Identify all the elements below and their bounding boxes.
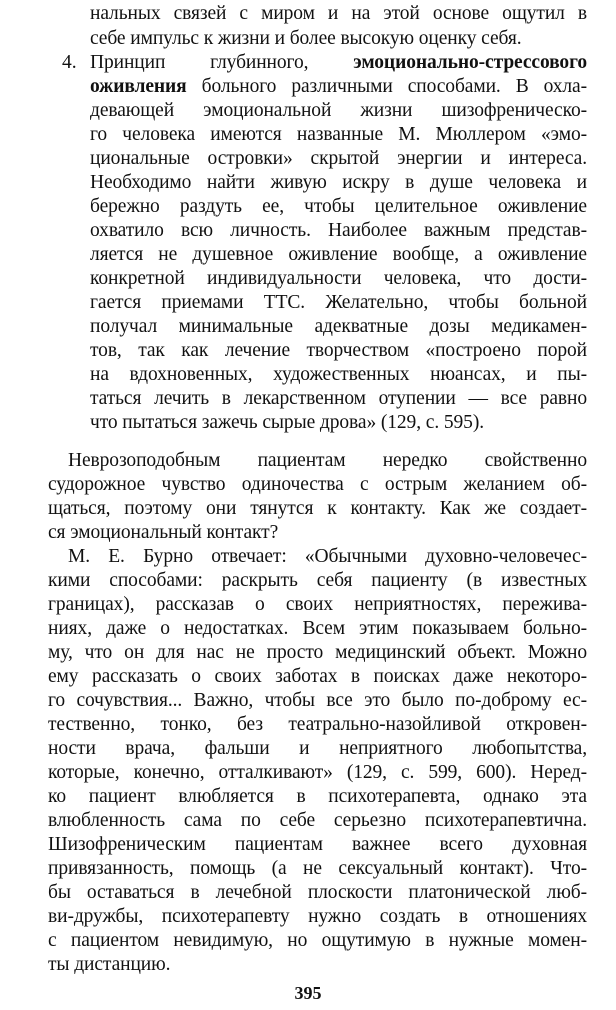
paragraph-line: Неврозоподобным пациентам нередко свойственно — [68, 450, 587, 471]
list-item-line: тов, так как лечение творчеством «построено порой — [90, 340, 587, 361]
list-item-line: получал минимальные адекватные дозы медикамен- — [90, 316, 587, 337]
paragraph-line: ности врача, фальши и неприятного любопытства, — [48, 738, 587, 759]
paragraph-line: бы оставаться в лечебной плоскости платонической люб- — [48, 882, 587, 903]
paragraph-line: ниях, даже о недостатках. Всем этим показываем больно- — [48, 618, 587, 639]
paragraph-line: ви-дружбы, психотерапевту нужно создать в отношениях — [48, 906, 587, 927]
paragraph-line: которые, конечно, отталкивают» (129, с. 599, 600). Неред- — [48, 762, 587, 783]
list-item-line: Необходимо найти живую искру в душе человека и — [90, 172, 587, 193]
list-item-line: таться лечить в лекарственном отупении — все равно — [90, 388, 587, 409]
list-continuation-line: себе импульс к жизни и более высокую оценку себя. — [90, 28, 522, 49]
list-item-line: гается приемами ТТС. Желательно, чтобы больной — [90, 292, 587, 313]
list-item-line: что пытаться зажечь сырые дрова» (129, с. 595). — [90, 412, 484, 433]
paragraph-line: тественно, тонко, без театрально-назойливой откровен- — [48, 714, 587, 735]
list-item-text: больного различными способами. В охла- — [186, 76, 587, 97]
paragraph-line: го сочувствия... Важно, чтобы все это было по-доброму ес- — [48, 690, 587, 711]
paragraph-line: привязанность, помощь (а не сексуальный контакт). Что- — [48, 858, 587, 879]
paragraph-line: ему рассказать о своих заботах в поисках даже некоторо- — [48, 666, 587, 687]
paragraph-line: щаться, поэтому они тянутся к контакту. Как же создает- — [48, 498, 587, 519]
list-item-line — [90, 51, 587, 75]
paragraph-line: ся эмоциональный контакт? — [48, 522, 279, 543]
paragraph-line: М. Е. Бурно отвечает: «Обычными духовно-человечес- — [68, 546, 587, 567]
list-item-line: бережно раздуть ее, чтобы целительное оживление — [90, 196, 587, 217]
paragraph-line: му, что он для нас не просто медицинский объект. Можно — [48, 642, 587, 663]
bold-term: оживления — [90, 76, 187, 97]
paragraph-line: ты дистанцию. — [48, 954, 171, 975]
paragraph-line: влюбленность сама по себе серьезно психотерапевтична. — [48, 810, 587, 831]
paragraph-line: ко пациент влюбляется в психотерапевта, однако эта — [48, 786, 587, 807]
list-continuation-line: нальных связей с миром и на этой основе ощутил в — [90, 3, 587, 24]
paragraph-line: с пациентом невидимую, но ощутимую в нужные момен- — [48, 930, 587, 951]
list-item-line: охватило всю личность. Наиболее важным представ- — [90, 220, 587, 241]
bold-term: эмоционально-стрессового — [353, 52, 587, 73]
page-number: 395 — [294, 983, 322, 1003]
list-item-text: Принцип глубинного, — [90, 52, 354, 73]
list-item-line: на вдохновенных, художественных нюансах, и пы- — [90, 364, 587, 385]
list-item-line: ляется не душевное оживление вообще, а оживление — [90, 244, 587, 265]
list-item-line: девающей эмоциональной жизни шизофреническо- — [90, 100, 587, 121]
paragraph-line: судорожное чувство одиночества с острым желанием об- — [48, 474, 587, 495]
list-item-number: 4. — [62, 52, 77, 73]
list-item-line: циональные островки» скрытой энергии и интереса. — [90, 148, 587, 169]
paragraph-line: границах), рассказав о своих неприятностях, пережива- — [48, 594, 587, 615]
list-item-line — [90, 75, 587, 99]
paragraph-line: кими способами: раскрыть себя пациенту (в известных — [48, 570, 587, 591]
list-item-line: конкретной индивидуальности человека, что дости- — [90, 268, 587, 289]
list-item-line: го человека имеются названные М. Мюллером «эмо- — [90, 124, 587, 145]
paragraph-line: Шизофреническим пациентам важнее всего духовная — [48, 834, 587, 855]
